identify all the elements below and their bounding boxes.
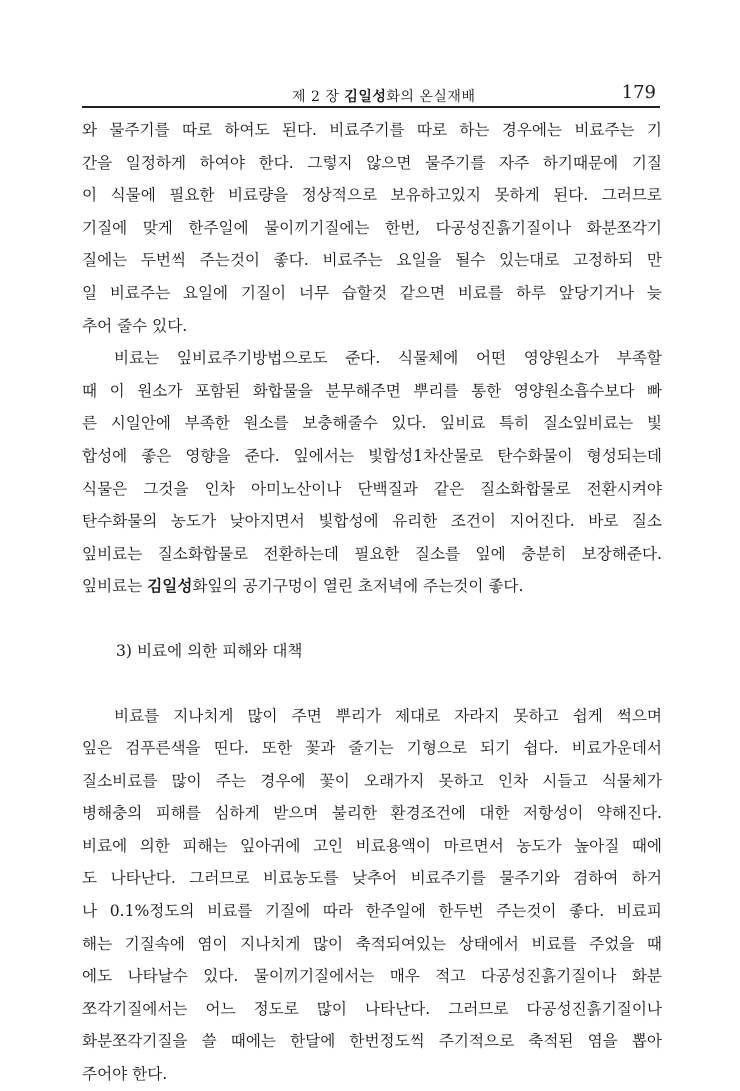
header-rule: [82, 106, 660, 108]
text-line: 식물은 그것을 인차 아미노산이나 단백질과 같은 질소화합물로 전환시켜야: [82, 479, 662, 498]
text-span: 화잎의 공기구멍이 열린 초저녁에 주는것이 좋다.: [192, 577, 524, 596]
text-line: 기질에 맞게 한주일에 물이끼기질에는 한번, 다공성진흙기질이나 화분쪼각기: [82, 218, 662, 237]
text-line: 잎비료는 질소화합물로 전환하는데 필요한 질소를 잎에 충분히 보장해준다.: [82, 544, 662, 563]
text-line: 른 시일안에 부족한 원소를 보충해줄수 있다. 잎비료 특히 질소잎비료는 빛: [82, 414, 662, 433]
chapter-title: [292, 86, 476, 106]
section-title: 3) 비료에 의한 피해와 대책: [116, 641, 303, 660]
text-line: 쪼각기질에서는 어느 정도로 많이 나타난다. 그러므로 다공성진흙기질이나: [82, 999, 662, 1018]
chapter-suffix: 화의 온실재배: [386, 89, 476, 105]
text-line: 화분쪼각기질을 쓸 때에는 한달에 한번정도씩 주기적으로 축적된 염을 뽑아: [82, 1032, 662, 1051]
text-line: 때 이 원소가 포함된 화합물을 분무해주면 뿌리를 통한 영양원소흡수보다 빠: [82, 381, 662, 400]
chapter-bold-name: 김일성: [344, 89, 387, 105]
page-header: [82, 82, 660, 108]
text-span: 잎비료는: [82, 577, 148, 596]
text-line: 간을 일정하게 하여야 한다. 그렇지 않으면 물주기를 자주 하기때문에 기질: [82, 153, 662, 172]
text-line: 합성에 좋은 영향을 준다. 잎에서는 빛합성1차산물로 탄수화물이 형성되는데: [82, 446, 662, 465]
text-line: 주어야 한다.: [82, 1065, 168, 1084]
paragraph-2: [82, 342, 662, 570]
paragraph-1: [82, 114, 662, 342]
text-line: 질에는 두번씩 주는것이 좋다. 비료주는 요일을 될수 있는대로 고정하되 만: [82, 251, 662, 270]
text-line: 에도 나타날수 있다. 물이끼기질에서는 매우 적고 다공성진흙기질이나 화분: [82, 967, 662, 986]
page-number: 179: [621, 82, 656, 103]
text-line: 나 0.1%정도의 비료를 기질에 따라 한주일에 한두번 주는것이 좋다. 비료피: [82, 902, 662, 921]
paragraph-3: [82, 700, 662, 1091]
text-line: 일 비료주는 요일에 기질이 너무 습할것 같으면 비료를 하루 앞당기거나 늦: [82, 283, 662, 302]
text-line: 해는 기질속에 염이 지나치게 많이 축적되여있는 상태에서 비료를 주었을 때: [82, 934, 662, 953]
text-line: 질소비료를 많이 주는 경우에 꽃이 오래가지 못하고 인차 시들고 식물체가: [82, 771, 662, 790]
text-line: 이 식물에 필요한 비료량을 정상적으로 보유하고있지 못하게 된다. 그러므로: [82, 186, 662, 205]
text-line: 도 나타난다. 그러므로 비료농도를 낮추어 비료주기를 물주기와 겸하여 하거: [82, 869, 662, 888]
text-line: 탄수화물의 농도가 낮아지면서 빛합성에 유리한 조건이 지어진다. 바로 질소: [82, 512, 662, 531]
text-line: 와 물주기를 따로 하여도 된다. 비료주기를 따로 하는 경우에는 비료주는 기: [82, 121, 662, 139]
text-line: 추어 줄수 있다.: [82, 316, 188, 335]
bold-name: 김일성: [147, 577, 193, 596]
paragraph-2-last-line: [82, 570, 662, 603]
page-body: [82, 114, 662, 1091]
text-line: 비료에 의한 피해는 잎아귀에 고인 비료용액이 마르면서 농도가 높아질 때에: [82, 836, 662, 855]
text-line: 잎은 검푸른색을 띤다. 또한 꽃과 줄기는 기형으로 되기 쉽다. 비료가운데서: [82, 739, 662, 758]
text-line: 비료는 잎비료주기방법으로도 준다. 식물체에 어떤 영양원소가 부족할: [114, 349, 662, 368]
text-line: 비료를 지나치게 많이 주면 뿌리가 제대로 자라지 못하고 쉽게 썩으며: [114, 706, 662, 725]
text-line: 병해충의 피해를 심하게 받으며 불리한 환경조건에 대한 저항성이 약해진다.: [82, 804, 662, 823]
chapter-prefix: 제 2 장: [292, 89, 340, 105]
